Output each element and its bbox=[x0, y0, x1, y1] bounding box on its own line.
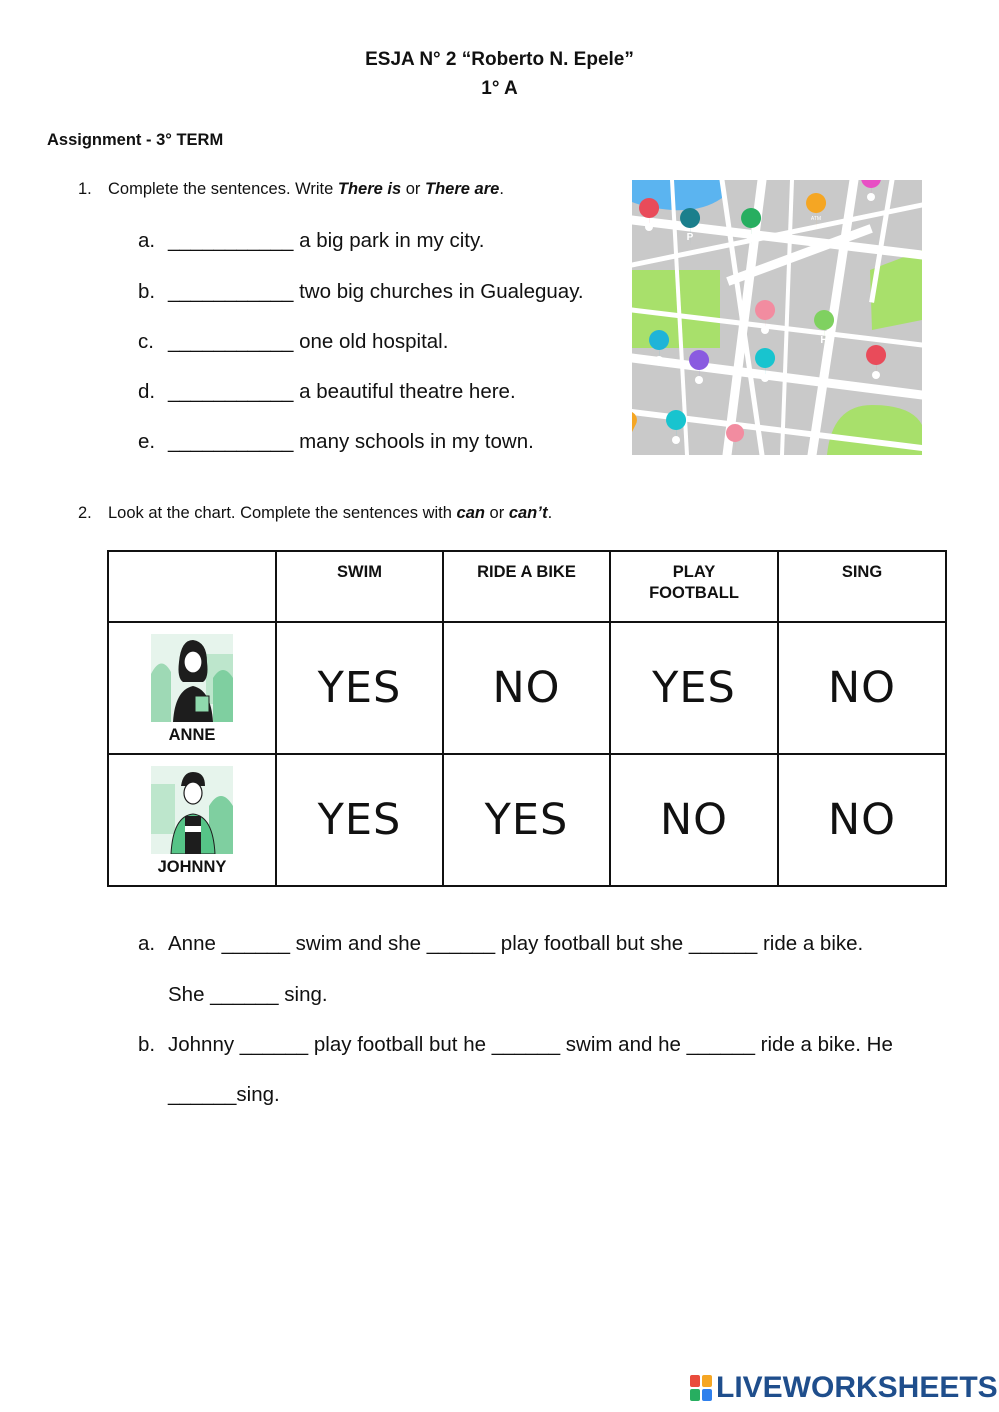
column-header-sing bbox=[778, 551, 946, 622]
column-header-text: FOOTBALL bbox=[649, 584, 739, 602]
person-name: JOHNNY bbox=[157, 858, 227, 876]
chart-row-anne bbox=[108, 622, 946, 754]
exercise-1-item-e[interactable] bbox=[138, 430, 618, 456]
exercise-1-item-c[interactable] bbox=[138, 330, 618, 356]
item-text: ___________ two big churches in Gualeguay. bbox=[168, 280, 584, 303]
anne-play-football-cell: YES bbox=[610, 622, 778, 754]
exercise-2-text bbox=[108, 504, 552, 523]
parking-pin-label: P bbox=[686, 232, 694, 243]
item-text: ___________ one old hospital. bbox=[168, 330, 449, 353]
column-header-ride-a-bike bbox=[443, 551, 610, 622]
sentence-a-letter: a. bbox=[138, 932, 156, 955]
sentence-a-line-2[interactable]: She ______ sing. bbox=[168, 983, 328, 1006]
anne-avatar bbox=[151, 634, 233, 722]
person-name: ANNE bbox=[168, 726, 216, 744]
item-text: ___________ a beautiful theatre here. bbox=[168, 380, 516, 403]
column-header-text: RIDE A BIKE bbox=[477, 563, 576, 581]
exercise-2-number: 2. bbox=[78, 504, 92, 522]
liveworksheets-logo-icon bbox=[690, 1375, 712, 1401]
hospital-pin-label: H bbox=[820, 335, 828, 346]
item-text: ___________ a big park in my city. bbox=[168, 229, 485, 252]
johnny-ride-a-bike-cell: YES bbox=[443, 754, 610, 886]
assignment-heading: Assignment - 3° TERM bbox=[47, 131, 224, 149]
item-text: ___________ many schools in my town. bbox=[168, 430, 534, 453]
exercise-1-item-b[interactable] bbox=[138, 280, 618, 306]
or-text: or bbox=[484, 504, 509, 522]
johnny-avatar bbox=[151, 766, 233, 854]
item-letter: b. bbox=[138, 280, 156, 303]
column-header-swim bbox=[276, 551, 443, 622]
anne-sing-cell: NO bbox=[778, 622, 946, 754]
exercise-1-instruction bbox=[78, 180, 618, 202]
there-are-keyword: There are bbox=[425, 180, 500, 198]
item-letter: d. bbox=[138, 380, 156, 403]
column-header-text: SWIM bbox=[337, 563, 382, 581]
anne-swim-cell: YES bbox=[276, 622, 443, 754]
city-map-svg bbox=[632, 180, 922, 455]
exercise-1-item-d[interactable] bbox=[138, 380, 618, 406]
cant-keyword: can’t bbox=[508, 504, 548, 522]
column-header-play-football bbox=[610, 551, 778, 622]
item-letter: a. bbox=[138, 229, 156, 252]
instruction-text: Complete the sentences. Write bbox=[108, 180, 338, 198]
instruction-text: Look at the chart. Complete the sentences with bbox=[108, 504, 457, 522]
sentence-b-letter: b. bbox=[138, 1033, 156, 1056]
johnny-play-football-cell: NO bbox=[610, 754, 778, 886]
column-header-text: PLAY bbox=[672, 563, 716, 581]
liveworksheets-logo-text: LIVEWORKSHEETS bbox=[716, 1371, 998, 1404]
sentence-b-line-2[interactable]: ______sing. bbox=[168, 1083, 280, 1106]
chart-corner-cell bbox=[108, 551, 276, 622]
person-cell-johnny bbox=[108, 754, 276, 886]
johnny-swim-cell: YES bbox=[276, 754, 443, 886]
can-keyword: can bbox=[456, 504, 485, 522]
atm-pin-label: ATM bbox=[810, 216, 822, 222]
item-letter: c. bbox=[138, 330, 154, 353]
city-map-image bbox=[632, 180, 922, 455]
exercise-1-number: 1. bbox=[78, 180, 92, 198]
sentence-a-line-1[interactable]: Anne ______ swim and she ______ play football but she ______ ride a bike. bbox=[168, 932, 864, 955]
exercise-1-text bbox=[108, 180, 504, 199]
chart-row-johnny bbox=[108, 754, 946, 886]
period-text: . bbox=[499, 180, 504, 198]
exercise-2-instruction bbox=[78, 504, 678, 526]
person-cell-anne bbox=[108, 622, 276, 754]
or-text: or bbox=[401, 180, 426, 198]
johnny-sing-cell: NO bbox=[778, 754, 946, 886]
chart-header-row bbox=[108, 551, 946, 622]
abilities-chart bbox=[107, 550, 947, 887]
liveworksheets-logo bbox=[690, 1373, 998, 1403]
anne-ride-a-bike-cell: NO bbox=[443, 622, 610, 754]
sentence-b-line-1[interactable]: Johnny ______ play football but he ______ swim and he ______ ride a bike. He bbox=[168, 1033, 893, 1056]
column-header-text: SING bbox=[841, 563, 883, 581]
there-is-keyword: There is bbox=[337, 180, 402, 198]
item-letter: e. bbox=[138, 430, 156, 453]
course-title: 1° A bbox=[481, 78, 518, 99]
period-text: . bbox=[547, 504, 553, 522]
exercise-1-item-a[interactable] bbox=[138, 229, 618, 255]
school-title: ESJA N° 2 “Roberto N. Epele” bbox=[365, 49, 634, 70]
